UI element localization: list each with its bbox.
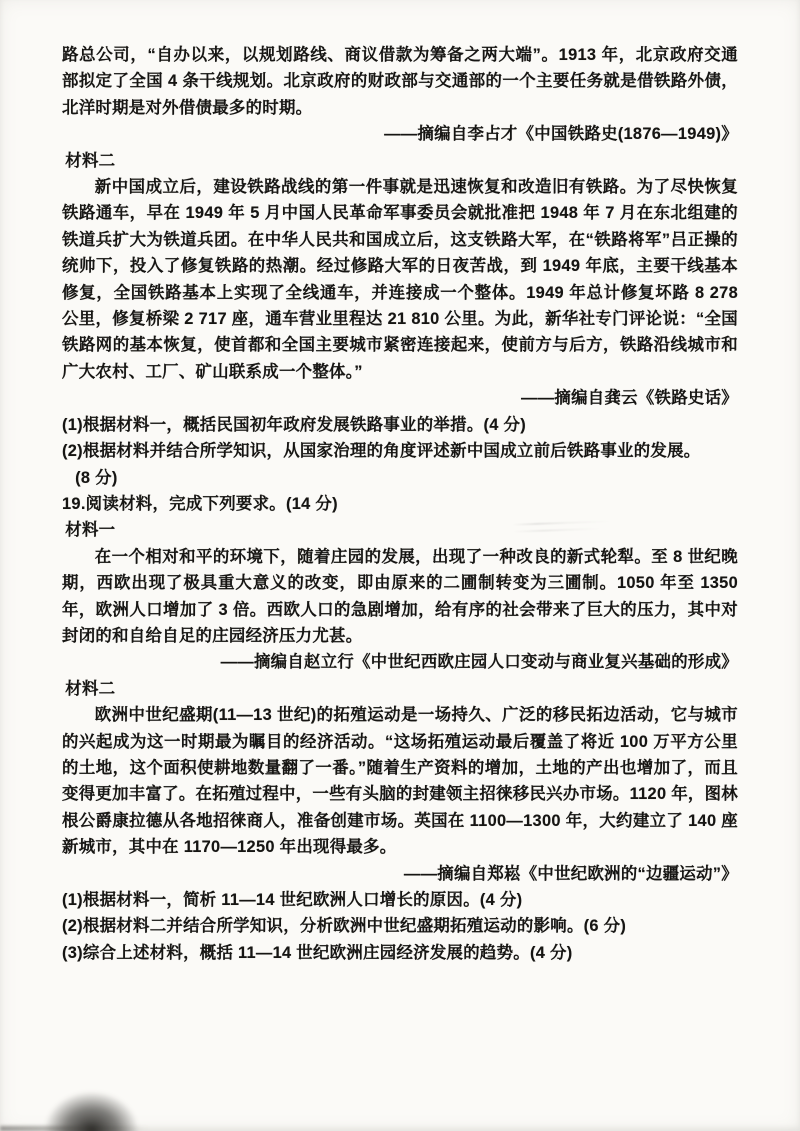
material-two-text: 新中国成立后，建设铁路战线的第一件事就是迅速恢复和改造旧有铁路。为了尽快恢复铁路通车，早在 1949 年 5 月中国人民革命军事委员会就批准把 1948 年 7 月在东北组建的铁道兵扩大为铁道兵团。在中华人民共和国成立后，这支铁路大军，在“铁路将军”吕正操的统帅下，投入了修复铁路的热潮。经过修路大军的日夜苦战，到 1949 年底，主要干线基本修复，全国铁路基本上实现了全线通车，并连接成一个整体。1949 年总计修复坏路 8 278 公里，修复桥梁 2 717 座，通车营业里程达 21 810 公里。为此，新华社专门评论说：“全国铁路网的基本恢复，使首都和全国主要城市紧密连接起来，使前方与后方，铁路沿线城市和广大农村、工厂、矿山联系成一个整体。” <box>62 178 738 381</box>
question-19-2: (2)根据材料二并结合所学知识，分析欧洲中世纪盛期拓殖运动的影响。(6 分) <box>62 917 627 936</box>
material-two-source-attribution: ——摘编自龚云《铁路史话》 <box>521 389 738 408</box>
question-18-2: (2)根据材料并结合所学知识，从国家治理的角度评述新中国成立前后铁路事业的发展。 <box>62 442 701 461</box>
scan-smudge-mark <box>512 516 613 537</box>
q19-material-one-label: 材料一 <box>65 521 116 540</box>
scan-bottom-edge-shadow <box>0 1126 150 1131</box>
q19-material-one-source-attribution: ——摘编自赵立行《中世纪西欧庄园人口变动与商业复兴基础的形成》 <box>220 653 738 672</box>
question-19-3: (3)综合上述材料，概括 11—14 世纪欧洲庄园经济发展的趋势。(4 分) <box>62 943 573 962</box>
question-19-heading: 19.阅读材料，完成下列要求。(14 分) <box>62 494 338 513</box>
q19-material-two-source-attribution: ——摘编自郑崧《中世纪欧洲的“边疆运动”》 <box>403 864 738 883</box>
material-one-source-attribution: ——摘编自李占才《中国铁路史(1876—1949)》 <box>384 125 738 144</box>
material-one-continuation-text: 路总公司，“自办以来，以规划路线、商议借款为筹备之两大端”。1913 年，北京政府交通部拟定了全国 4 条干线规划。北京政府的财政部与交通部的一个主要任务就是借铁路外债，北洋时期是对外借债最多的时期。 <box>62 46 738 117</box>
question-18-1: (1)根据材料一，概括民国初年政府发展铁路事业的举措。(4 分) <box>62 415 526 434</box>
question-18-2-score: (8 分) <box>75 468 118 487</box>
scan-corner-stain <box>44 1091 139 1131</box>
material-two-label: 材料二 <box>65 151 116 170</box>
q19-material-two-label: 材料二 <box>65 679 116 698</box>
q19-material-one-text: 在一个相对和平的环境下，随着庄园的发展，出现了一种改良的新式轮犁。至 8 世纪晚期，西欧出现了极具重大意义的改变，即由原来的二圃制转变为三圃制。1050 年至 1350 年，欧洲人口增加了 3 倍。西欧人口的急剧增加，给有序的社会带来了巨大的压力，其中对封闭的和自给自足的庄园经济压力尤甚。 <box>62 547 738 645</box>
q19-material-two-text: 欧洲中世纪盛期(11—13 世纪)的拓殖运动是一场持久、广泛的移民拓边活动，它与城市的兴起成为这一时期最为瞩目的经济活动。“这场拓殖运动最后覆盖了将近 100 万平方公里的土地，这个面积使耕地数量翻了一番。”随着生产资料的增加，土地的产出也增加了，而且变得更加丰富了。在拓殖过程中，一些有头脑的封建领主招徕移民兴办市场。1120 年，图林根公爵康拉德从各地招徕商人，准备创建市场。英国在 1100—1300 年，大约建立了 140 座新城市，其中在 1170—1250 年出现得最多。 <box>62 706 738 857</box>
question-19-1: (1)根据材料一，简析 11—14 世纪欧洲人口增长的原因。(4 分) <box>62 891 523 909</box>
